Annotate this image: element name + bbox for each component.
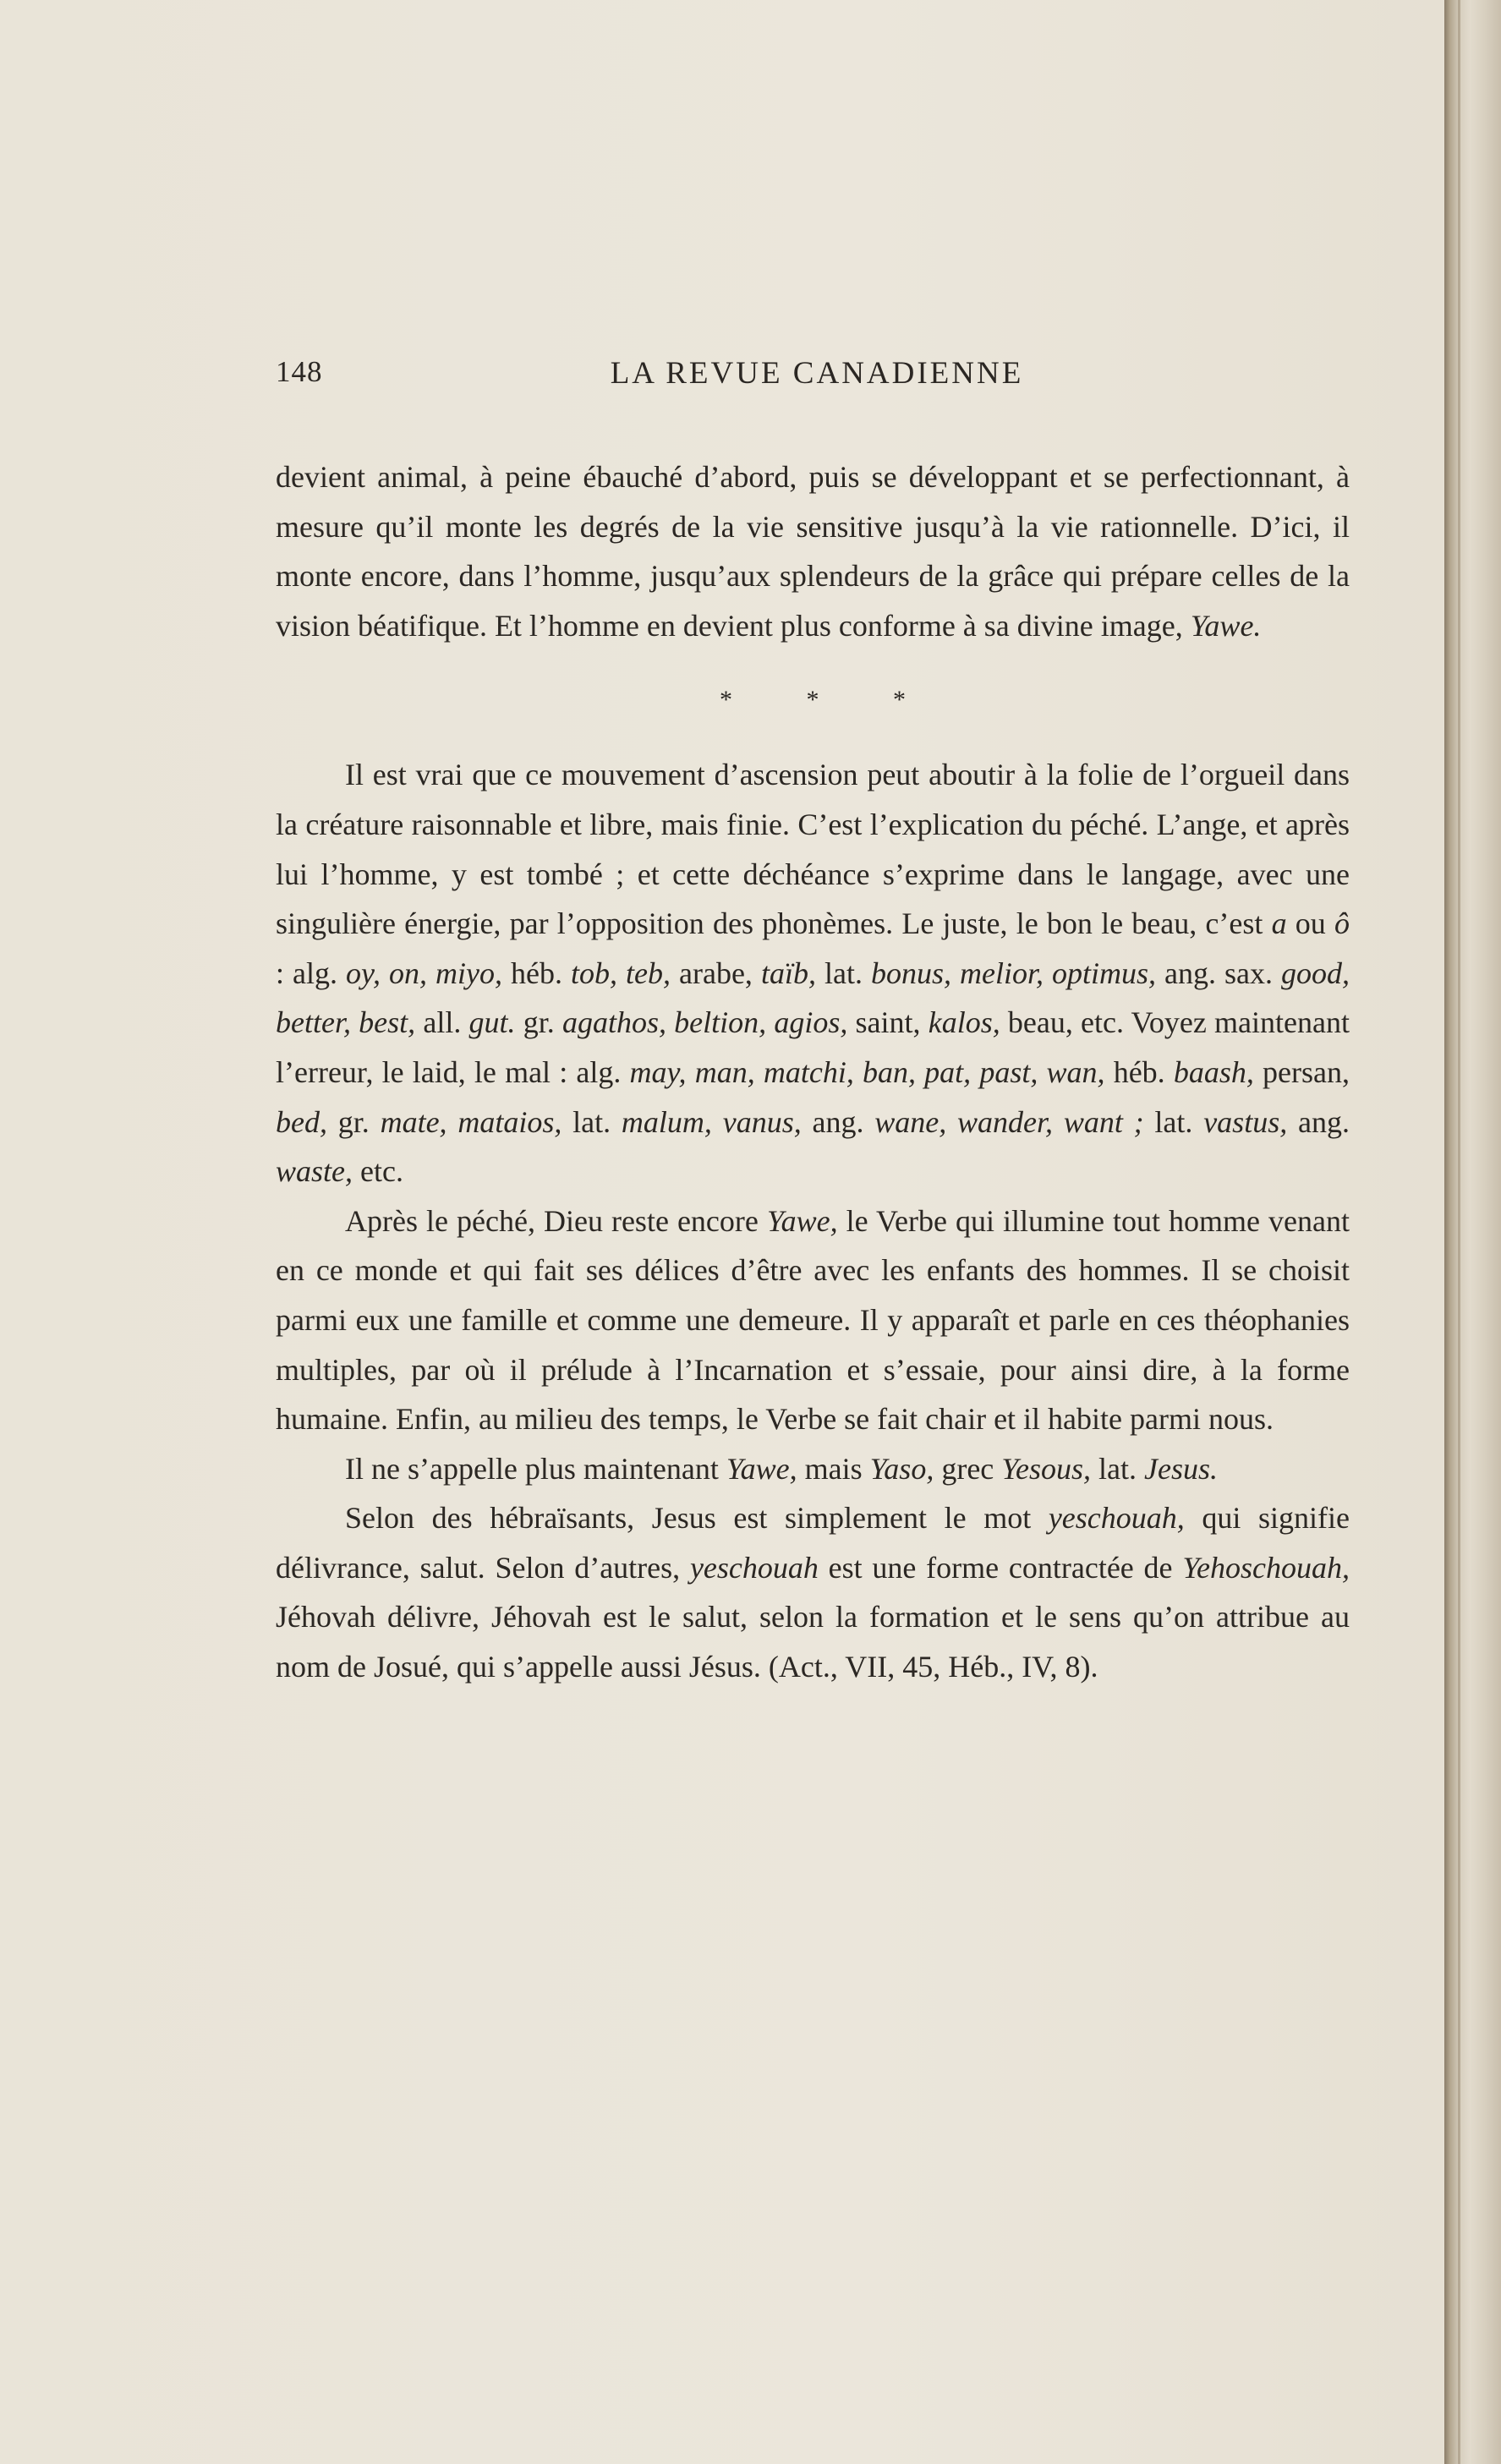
paragraph-5: Selon des hébraïsants, Jesus est simplement le mot yeschouah, qui signifie délivrance, salut. Selon d’autres, yeschouah est une forme contractée de Yehoschouah, Jéhovah délivre, Jéhovah est le salut, selon la formation et le sens qu’on attribue au nom de Josué, qui s’appelle aussi Jésus. (Act., VII, 45, Héb., IV, 8). (276, 1501, 1350, 1684)
section-separator: * * * (720, 686, 939, 715)
paragraph-1: devient animal, à peine ébauché d’abord, puis se développant et se perfectionnant, à mesure qu’il monte les degrés de la vie sensitive jusqu’à la vie rationnelle. D’ici, il monte encore, dans l’homme, jusqu’aux splendeurs de la grâce qui prépare celles de la vision béatifique. Et l’homme en devient plus conforme à sa divine image, Yawe. (276, 460, 1350, 643)
page-header (276, 355, 1350, 399)
body-text (276, 452, 1350, 1692)
running-title: LA REVUE CANADIENNE (610, 356, 1024, 391)
paragraph-2: Il est vrai que ce mouvement d’ascension peut aboutir à la folie de l’orgueil dans la créature raisonnable et libre, mais finie. C’est l’explication du péché. L’ange, et après lui l’homme, y est tombé ; et cette déchéance s’exprime dans le langage, avec une singulière énergie, par l’opposition des phonèmes. Le juste, le bon le beau, c’est a ou ô : alg. oy, on, miyo, héb. tob, teb, arabe, taïb, lat. bonus, melior, optimus, ang. sax. good, better, best, all. gut. gr. agathos, beltion, agios, saint, kalos, beau, etc. Voyez maintenant l’erreur, le laid, le mal : alg. may, man, matchi, ban, pat, past, wan, héb. baash, persan, bed, gr. mate, mataios, lat. malum, vanus, ang. wane, wander, want ; lat. vastus, ang. waste, etc. (276, 758, 1350, 1189)
page-edge-line (1458, 0, 1460, 2464)
page-number: 148 (276, 355, 323, 388)
page-edge (1444, 0, 1501, 2464)
paragraph-3: Après le péché, Dieu reste encore Yawe, le Verbe qui illumine tout homme venant en ce monde et qui fait ses délices d’être avec les enfants des hommes. Il se choisit parmi eux une famille et comme une demeure. Il y apparaît et parle en ces théophanies multiples, par où il prélude à l’Incarnation et s’essaie, pour ainsi dire, à la forme humaine. Enfin, au milieu des temps, le Verbe se fait chair et il habite parmi nous. (276, 1203, 1350, 1437)
paragraph-4: Il ne s’appelle plus maintenant Yawe, mais Yaso, grec Yesous, lat. Jesus. (345, 1451, 1218, 1486)
